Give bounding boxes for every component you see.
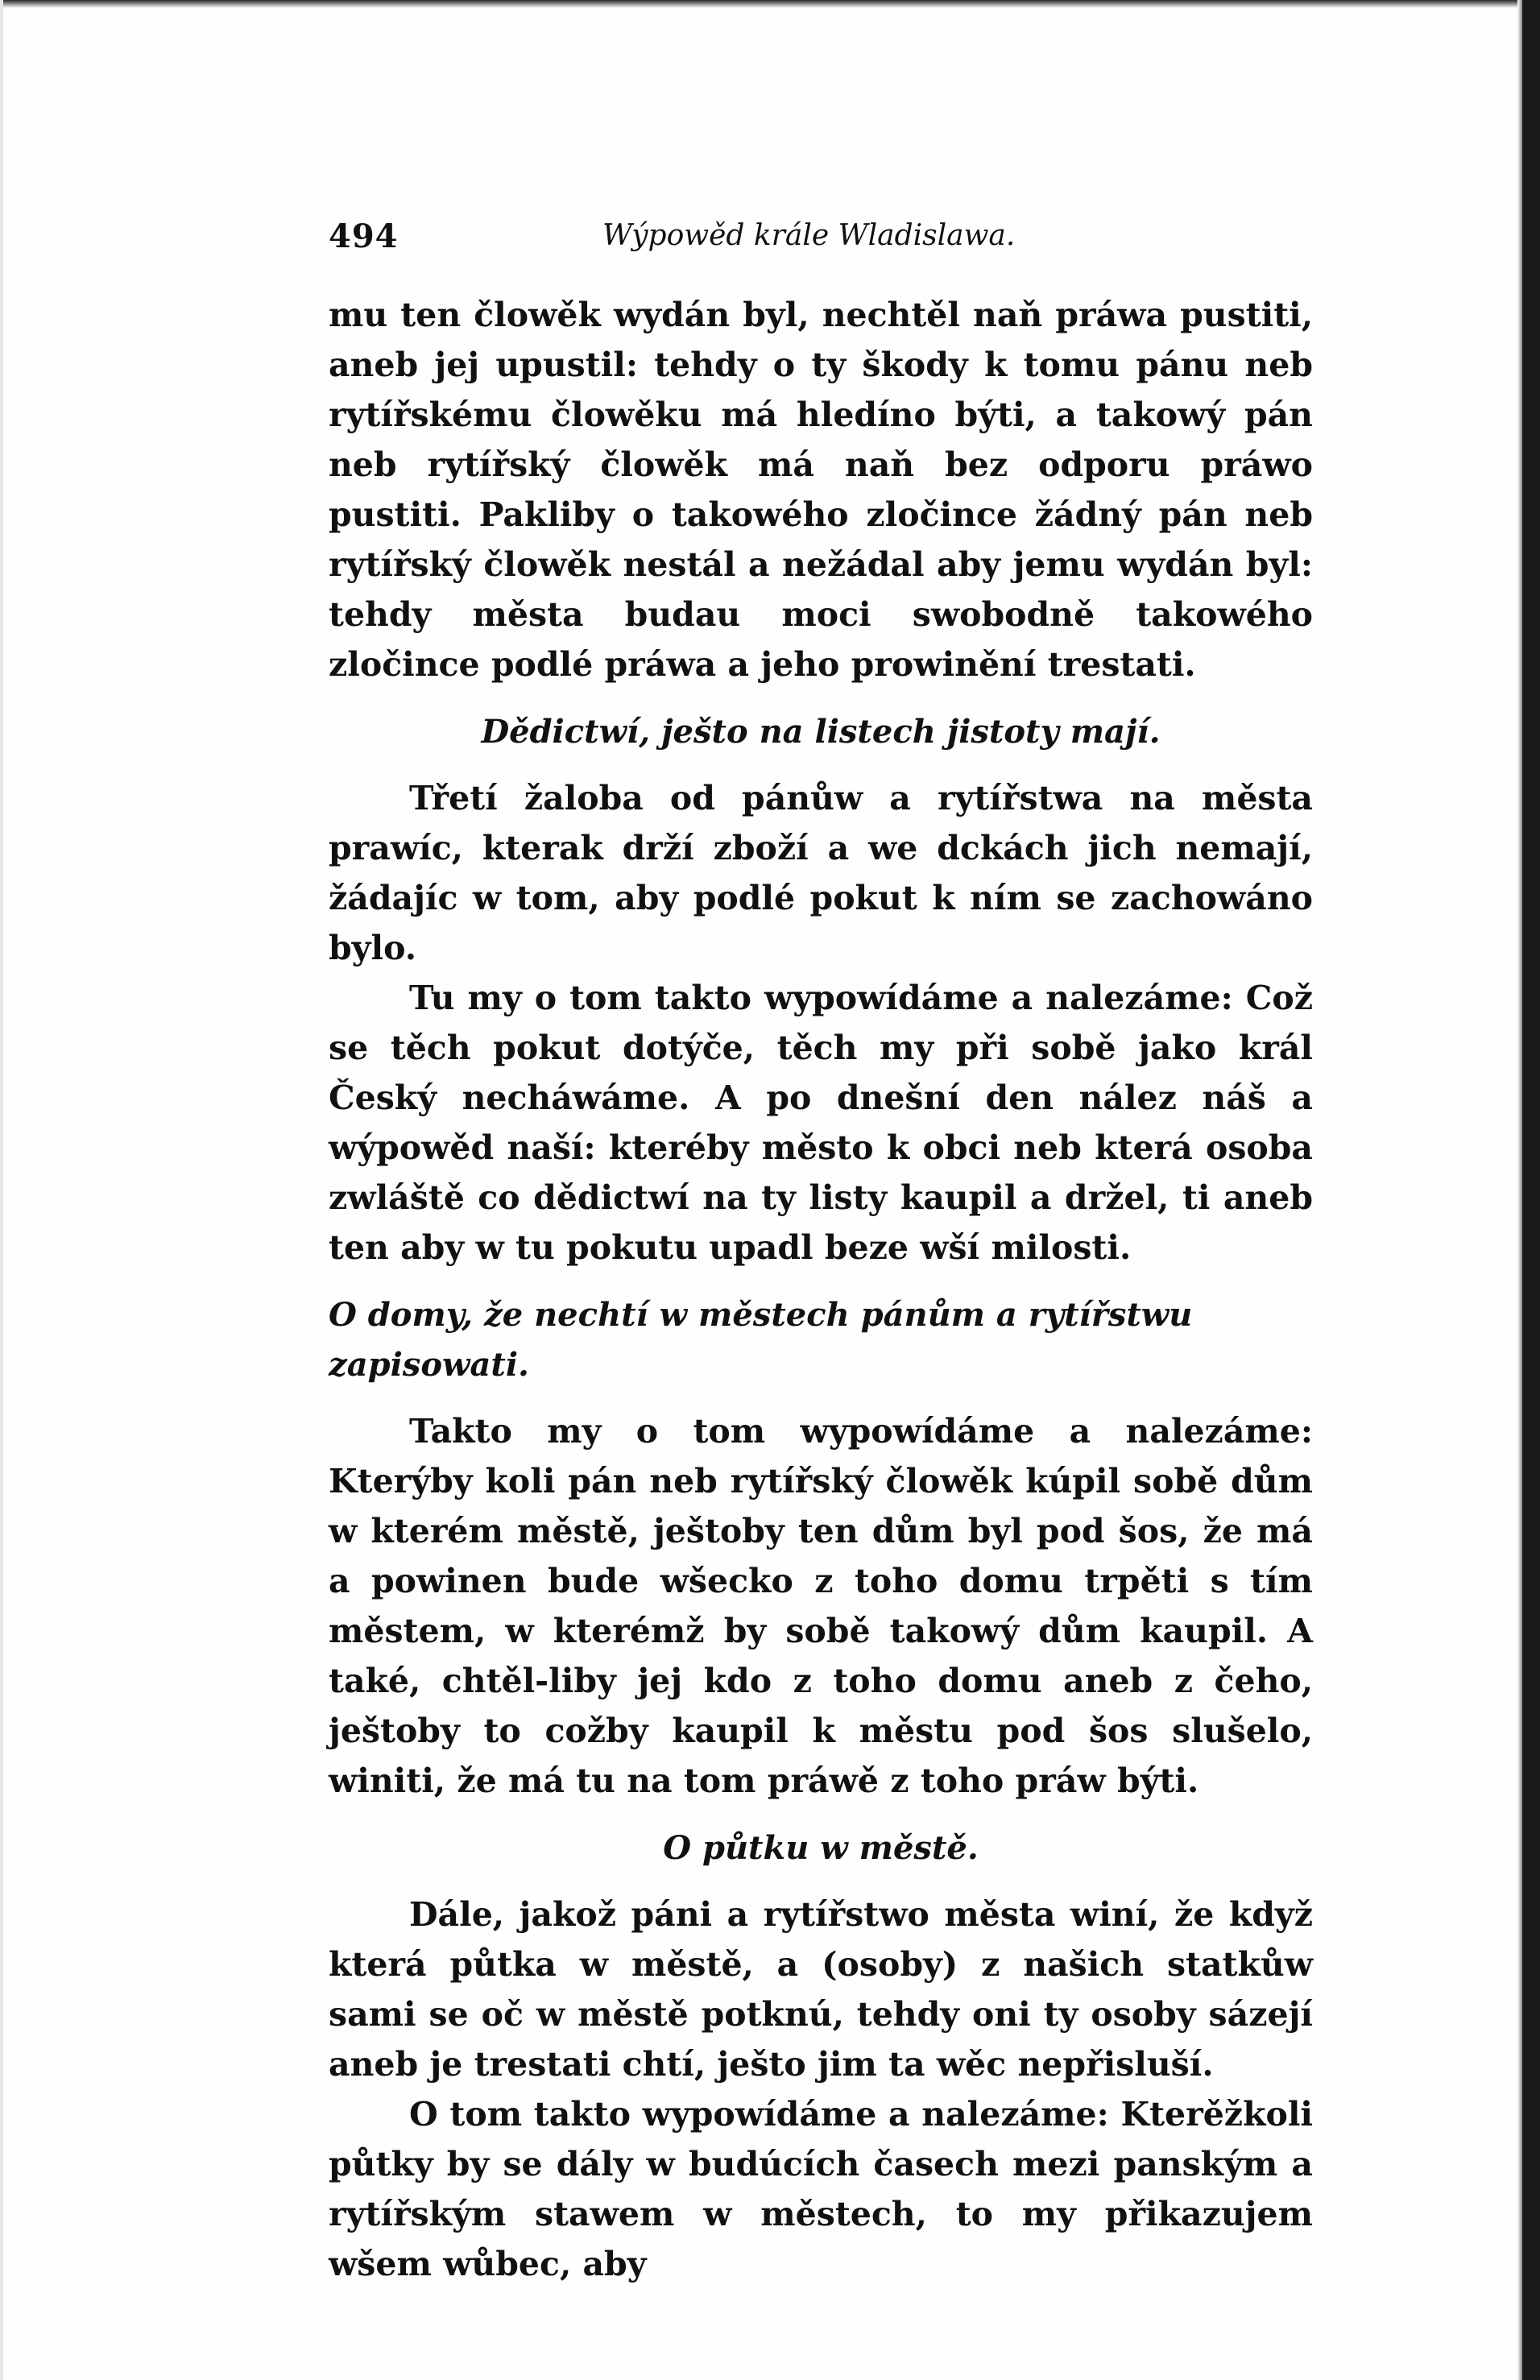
- section-heading-brawl: O půtku w městě.: [663, 1829, 979, 1867]
- paragraph-third-complaint: Třetí žaloba od pánůw a rytířstwa na města prawíc, kterak drží zboží a we dckách jich nemají, žádajíc w tom, aby podlé pokut k ním se zachowáno bylo.: [329, 779, 1313, 967]
- scan-edge-left: [0, 0, 3, 2380]
- scan-edge-top: [0, 0, 1540, 8]
- paragraph-verdict-brawl: O tom takto wypowídáme a nalezáme: Kterěžkoli půtky by se dály w budúcích časech mezi panským a rytířským stawem w městech, to my přikazujem wšem wůbec, aby: [329, 2095, 1313, 2283]
- scan-edge-right: [1522, 0, 1540, 2380]
- section-heading-houses: O domy, že nechtí w městech pánům a rytířstwu zapisowati.: [329, 1296, 1193, 1384]
- page-body: [329, 290, 1313, 2289]
- paragraph-brawl-complaint: Dále, jakož páni a rytířstwo města winí, že když která půtka w městě, a (osoby) z našich statkůw sami se oč w městě potknú, tehdy oni ty osoby sázejí aneb je trestati chtí, ješto jim ta wěc nepřisluší.: [329, 1895, 1313, 2084]
- running-title: Wýpowěd krále Wladislawa.: [602, 219, 1016, 252]
- section-heading-inheritance: Dědictwí, ješto na listech jistoty mají.: [481, 713, 1161, 751]
- paragraph-verdict-penalties: Tu my o tom takto wypowídáme a nalezáme: Což se těch pokut dotýče, těch my při sobě jako král Český necháwáme. A po dnešní den nález náš a wýpowěd naší: kteréby město k obci neb která osoba zwláště co dědictwí na ty listy kaupil a držel, ti aneb ten aby w tu pokutu upadl beze wší milosti.: [329, 979, 1313, 1267]
- paragraph-continuation: mu ten člowěk wydán byl, nechtěl naň práwa pustiti, aneb jej upustil: tehdy o ty škody k tomu pánu neb rytířskému člowěku má hledíno býti, a takowý pán neb rytířský člowěk má naň bez odporu práwo pustiti. Pakliby o takowého zločince žádný pán neb rytířský člowěk nestál a nežádal aby jemu wydán byl: tehdy města budau moci swobodně takowého zločince podlé práwa a jeho prowinění trestati.: [329, 296, 1313, 684]
- page-number: 494: [329, 217, 399, 255]
- paragraph-verdict-houses: Takto my o tom wypowídáme a nalezáme: Kterýby koli pán neb rytířský člowěk kúpil sobě dům w kterém městě, ještoby ten dům byl pod šos, že má a powinen bude wšecko z toho domu trpěti s tím městem, w kterémž by sobě takowý dům kaupil. A také, chtěl-liby jej kdo z toho domu aneb z čeho, ještoby to cožby kaupil k městu pod šos slušelo, winiti, že má tu na tom práwě z toho práw býti.: [329, 1412, 1313, 1800]
- page-header: [329, 217, 1311, 266]
